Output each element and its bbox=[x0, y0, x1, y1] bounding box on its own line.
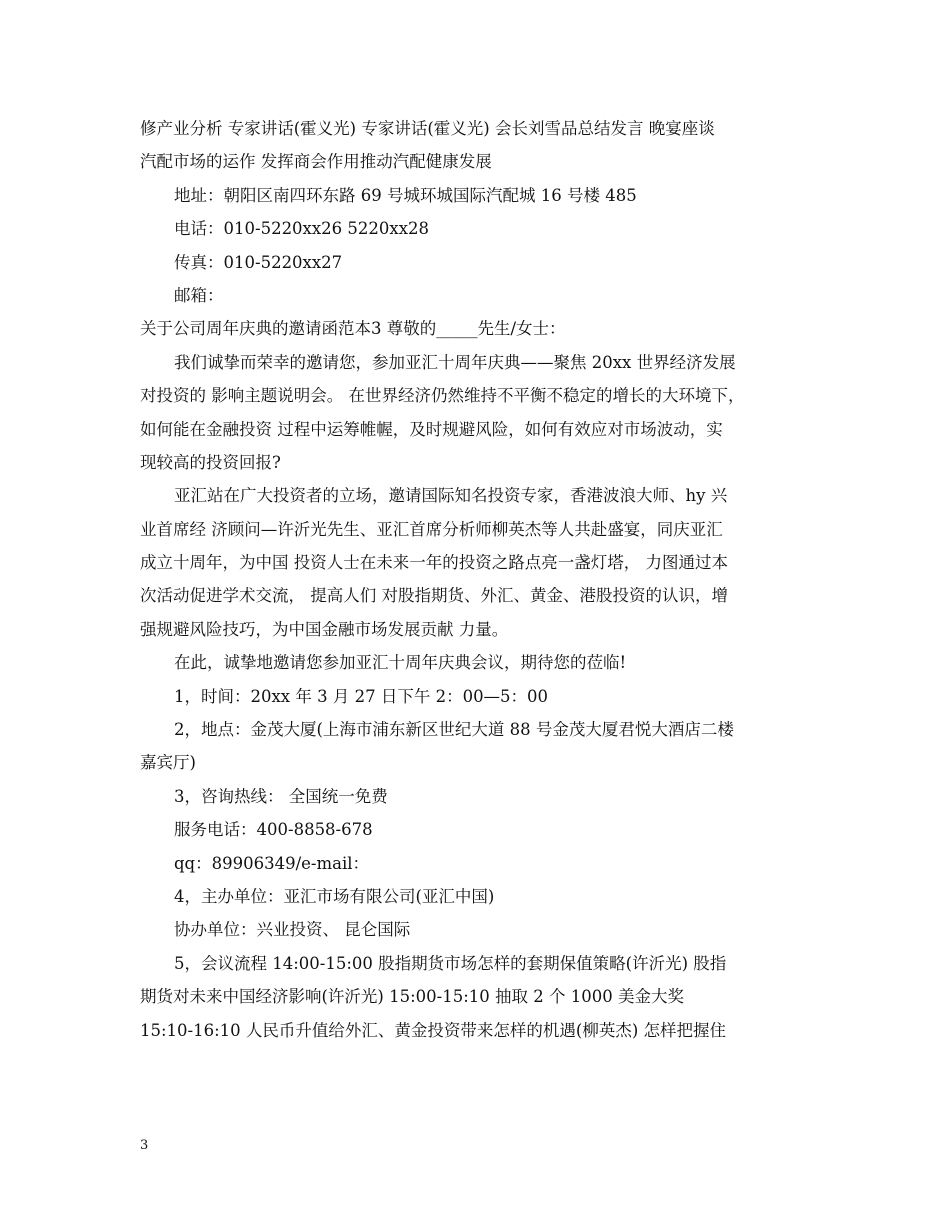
text-line: 期货对未来中国经济影响(许沂光) 15:00-15:10 抽取 2 个 1000 美金大奖 bbox=[140, 987, 685, 1007]
text-line: 次活动促进学术交流， 提高人们 对股指期货、外汇、黄金、港股投资的认识，增 bbox=[140, 586, 728, 606]
text-line: 服务电话：400-8858-678 bbox=[174, 820, 373, 840]
text-line: 5，会议流程 14:00-15:00 股指期货市场怎样的套期保值策略(许沂光) 股指 bbox=[174, 953, 727, 973]
text-line: 对投资的 影响主题说明会。 在世界经济仍然维持不平衡不稳定的增长的大环境下， bbox=[140, 386, 745, 406]
text-line: 4，主办单位：亚汇市场有限公司(亚汇中国) bbox=[174, 886, 495, 906]
text-line: 邮箱： bbox=[174, 285, 224, 305]
text-line: 在此，诚挚地邀请您参加亚汇十周年庆典会议，期待您的莅临! bbox=[174, 653, 627, 673]
text-line: 15:10-16:10 人民币升值给外汇、黄金投资带来怎样的机遇(柳英杰) 怎样把握住 bbox=[140, 1020, 727, 1040]
text-line: 修产业分析 专家讲话(霍义光) 专家讲话(霍义光) 会长刘雪品总结发言 晚宴座谈 bbox=[140, 119, 715, 138]
page-number: 3 bbox=[140, 1138, 149, 1153]
text-line: 我们诚挚而荣幸的邀请您，参加亚汇十周年庆典——聚焦 20xx 世界经济发展 bbox=[174, 352, 736, 372]
text-line: 协办单位：兴业投资、 昆仑国际 bbox=[174, 920, 411, 940]
text-line: 1，时间：20xx 年 3 月 27 日下午 2：00—5：00 bbox=[174, 686, 549, 706]
text-line: 嘉宾厅) bbox=[140, 753, 196, 773]
text-line: 汽配市场的运作 发挥商会作用推动汽配健康发展 bbox=[140, 152, 492, 172]
text-line: 传真：010-5220xx27 bbox=[174, 252, 343, 272]
text-line: 业首席经 济顾问—许沂光先生、亚汇首席分析师柳英杰等人共赴盛宴，同庆亚汇 bbox=[140, 519, 723, 539]
text-line: qq：89906349/e-mail： bbox=[174, 853, 370, 873]
document-body bbox=[140, 112, 812, 1047]
text-line: 现较高的投资回报? bbox=[140, 452, 281, 472]
text-line: 亚汇站在广大投资者的立场，邀请国际知名投资专家，香港波浪大师、hy 兴 bbox=[174, 486, 728, 506]
text-line: 电话：010-5220xx26 5220xx28 bbox=[174, 219, 430, 239]
text-line: 3，咨询热线： 全国统一免费 bbox=[174, 786, 388, 806]
text-line: 强规避风险技巧，为中国金融市场发展贡献 力量。 bbox=[140, 619, 509, 639]
text-line: 2，地点：金茂大厦(上海市浦东新区世纪大道 88 号金茂大厦君悦大酒店二楼 bbox=[174, 720, 734, 740]
text-line: 成立十周年，为中国 投资人士在未来一年的投资之路点亮一盏灯塔， 力图通过本 bbox=[140, 553, 728, 573]
text-line: 关于公司周年庆典的邀请函范本3 尊敬的_____先生/女士： bbox=[140, 319, 566, 339]
text-line: 地址：朝阳区南四环东路 69 号城环城国际汽配城 16 号楼 485 bbox=[174, 185, 637, 205]
text-line: 如何能在金融投资 过程中运筹帷幄，及时规避风险，如何有效应对市场波动，实 bbox=[140, 419, 723, 439]
